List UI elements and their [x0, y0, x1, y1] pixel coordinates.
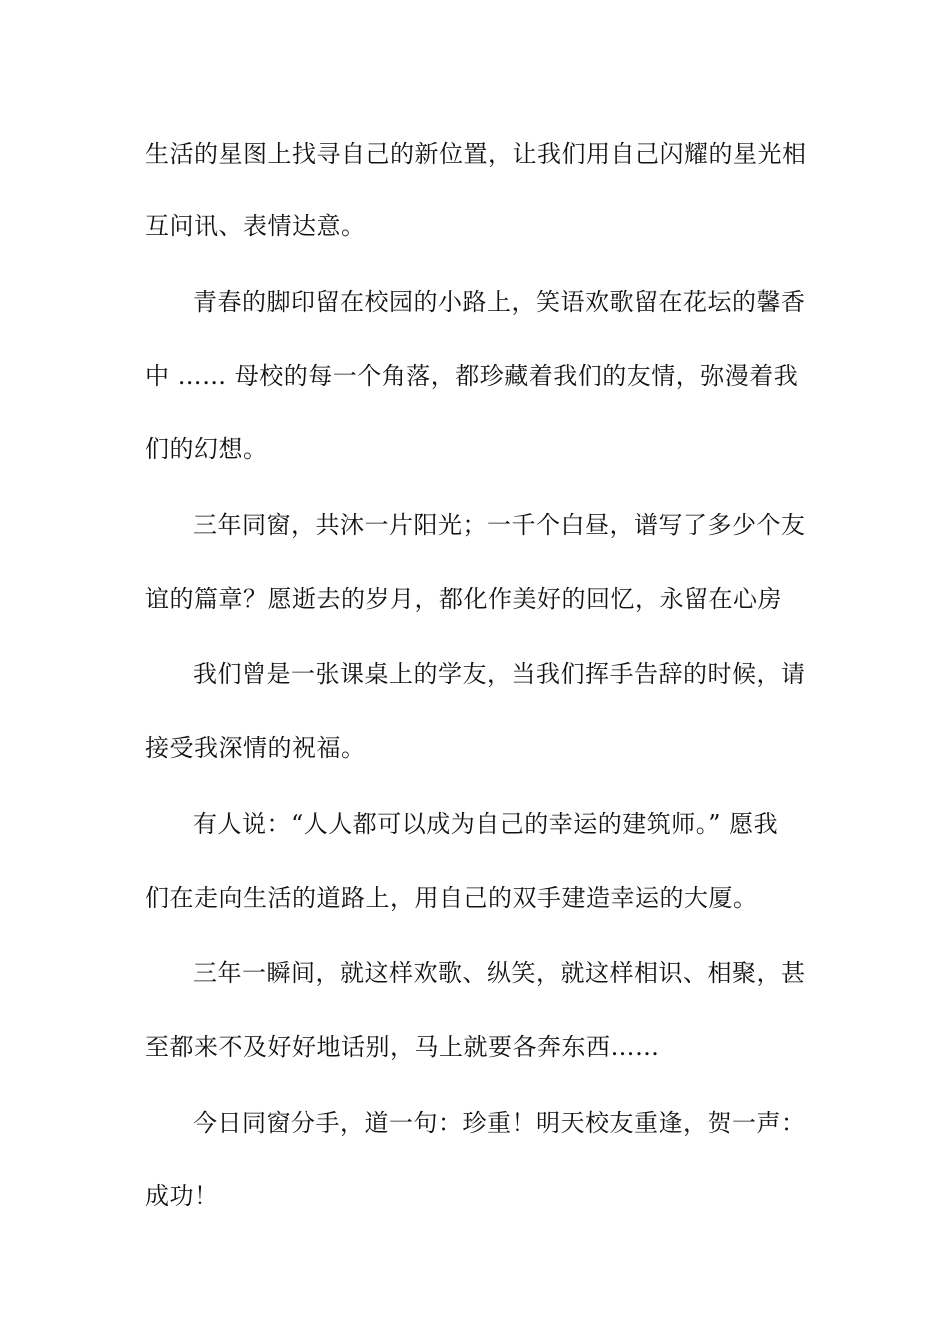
paragraph-first-line: 三年同窗，共沐一片阳光；一千个白昼，谱写了多少个友: [193, 511, 806, 539]
paragraph-first-line: 青春的脚印留在校园的小路上，笑语欢歌留在花坛的馨香: [193, 288, 806, 316]
text-line: 谊的篇章？愿逝去的岁月，都化作美好的回忆，永留在心房: [145, 585, 782, 613]
text-line: 至都来不及好好地话别，马上就要各奔东西……: [145, 1033, 660, 1061]
text-line: 们的幻想。: [145, 435, 268, 463]
text-line: 成功！: [145, 1182, 219, 1210]
text-line: 中 …… 母校的每一个角落，都珍藏着我们的友情，弥漫着我: [145, 362, 799, 390]
paragraph-first-line: 三年一瞬间，就这样欢歌、纵笑，就这样相识、相聚，甚: [193, 959, 806, 987]
text-line: 接受我深情的祝福。: [145, 734, 366, 762]
text-line: 互问讯、表情达意。: [145, 212, 366, 240]
paragraph-first-line: 有人说：“人人都可以成为自己的幸运的建筑师。” 愿我: [193, 810, 779, 838]
paragraph-first-line: 今日同窗分手，道一句：珍重！明天校友重逢，贺一声：: [193, 1109, 806, 1137]
paragraph-first-line: 我们曾是一张课桌上的学友，当我们挥手告辞的时候，请: [193, 660, 806, 688]
text-line: 们在走向生活的道路上，用自己的双手建造幸运的大厦。: [145, 884, 758, 912]
text-line: 生活的星图上找寻自己的新位置，让我们用自己闪耀的星光相: [145, 140, 807, 168]
